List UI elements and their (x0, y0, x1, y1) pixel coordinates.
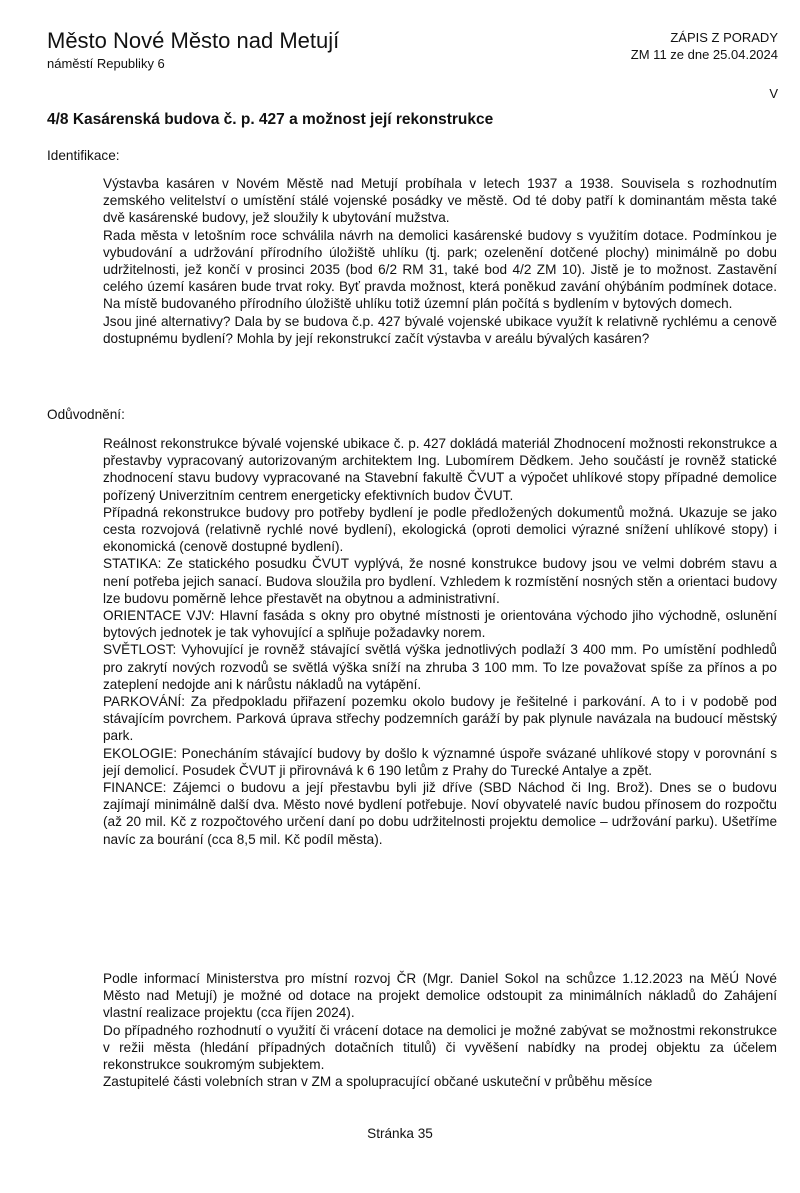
paragraph: Do případného rozhodnutí o využití či vrácení dotace na demolici je možné zabývat se možnostmi rekonstrukce v režii města (hledání případných dotačních titulů) či vyvěšení nabídky na prodej objektu za účelem rekonstrukce soukromým subjektem. (103, 1022, 777, 1073)
paragraph: Podle informací Ministerstva pro místní rozvoj ČR (Mgr. Daniel Sokol na schůzce 1.12.2023 na MěÚ Nové Město nad Metují) je možné od dotace na projekt demolice odstoupit za minimálních nákladů do Zahájení vlastní realizace projektu (cca říjen 2024). (103, 971, 777, 1021)
paragraph: Zastupitelé části volebních stran v ZM a spolupracující občané uskuteční v průběhu měsíce (103, 1074, 653, 1090)
organization-name: Město Nové Město nad Metují (47, 28, 340, 53)
closing-text (103, 970, 777, 1090)
paragraph: Výstavba kasáren v Novém Městě nad Metují probíhala v letech 1937 a 1938. Souvisela s rozhodnutím zemského velitelství o umístění stálé vojenské posádky ve městě. Od té doby patří k dominantám města také dvě kasárenské budovy, jež sloužily k ubytování mužstva. (103, 176, 777, 226)
section-label-identification: Identifikace: (47, 148, 120, 163)
paragraph: Případná rekonstrukce budovy pro potřeby bydlení je podle předložených dokumentů možná. Ukazuje se jako cesta rozvojová (relativně rychlé nové bydlení), ekologická (oproti demolici výrazné snížení uhlíkové stopy) i ekonomická (cenově dostupné bydlení). (103, 504, 777, 555)
roman-numeral: V (769, 86, 778, 101)
paragraph-ekologie: EKOLOGIE: Ponecháním stávající budovy by došlo k významné úspoře svázané uhlíkové stopy v porovnání s její demolicí. Posudek ČVUT ji přirovnává k 6 190 letům z Prahy do Turecké Antalye a zpět. (103, 745, 777, 778)
paragraph-orientace: ORIENTACE VJV: Hlavní fasáda s okny pro obytné místnosti je orientována východo jiho východně, oslunění bytových jednotek je tak vyhovující a splňuje požadavky norem. (103, 608, 777, 641)
paragraph-parkovani: PARKOVÁNÍ: Za předpokladu přiřazení pozemku okolo budovy je řešitelné i parkování. A to i v podobě pod stávajícím povrchem. Parková úprava střechy podzemních garáží by pak plynule navázala na budoucí městský park. (103, 694, 777, 744)
document-type: ZÁPIS Z PORADY (670, 30, 778, 45)
agenda-item-title: 4/8 Kasárenská budova č. p. 427 a možnost její rekonstrukce (47, 111, 494, 128)
paragraph-statika: STATIKA: Ze statického posudku ČVUT vyplývá, že nosné konstrukce budovy jsou ve velmi dobrém stavu a není potřeba jejich sanací. Budova sloužila pro bydlení. Vzhledem k rozmístění nosných stěn a orientaci budovy lze budovu poměrně lehce přestavět na obytnou a administrativní. (103, 556, 777, 606)
paragraph: Rada města v letošním roce schválila návrh na demolici kasárenské budovy s využitím dotace. Podmínkou je vybudování a udržování přírodního úložiště uhlíku (tj. park; ozelenění dotčené plochy) minimálně po dobu udržitelnosti, jež končí v prosinci 2035 (bod 6/2 RM 31, také bod 4/2 ZM 10). Jistě je to možnost. Zastavění celého území kasáren bude trvat roky. Byť pravda možnost, která poněkud zavání ohýbáním podmínek dotace. Na místě budovaného přírodního úložiště uhlíku totiž územní plán počítá s bydlením v bytových domech. (103, 227, 777, 312)
organization-address: náměstí Republiky 6 (47, 56, 165, 71)
paragraph: Reálnost rekonstrukce bývalé vojenské ubikace č. p. 427 dokládá materiál Zhodnocení možnosti rekonstrukce a přestavby vypracovaný autorizovaným architektem Ing. Lubomírem Dědkem. Jeho součástí je rovněž statické zhodnocení stavu budovy vypracované na Stavební fakultě ČVUT a výpočet uhlíkové stopy případné demolice pořízený Univerzitním centrem energeticky efektivních budov ČVUT. (103, 436, 777, 503)
justification-text (103, 435, 777, 848)
document-reference: ZM 11 ze dne 25.04.2024 (630, 47, 778, 62)
section-label-justification: Odůvodnění: (47, 407, 125, 422)
document-meta (631, 29, 778, 63)
paragraph: Jsou jiné alternativy? Dala by se budova č.p. 427 bývalé vojenské ubikace využít k relativně rychlému a cenově dostupnému bydlení? Mohla by její rekonstrukcí začít výstavba v areálu bývalých kasáren? (103, 313, 777, 346)
paragraph-finance: FINANCE: Zájemci o budovu a její přestavbu byli již dříve (SBD Náchod či Ing. Brož). Dnes se o budovu zajímají minimálně další dva. Město nové bydlení potřebuje. Noví obyvatelé navíc budou přínosem do rozpočtu (až 20 mil. Kč z rozpočtového určení daní po dobu udržitelnosti projektu demolice – udržování parku). Ušetříme navíc za bourání (cca 8,5 mil. Kč podíl města). (103, 780, 777, 847)
paragraph-svetlost: SVĚTLOST: Vyhovující je rovněž stávající světlá výška jednotlivých podlaží 3 400 mm. Po umístění podhledů pro zakrytí nových rozvodů se světlá výška sníží na zhruba 3 100 mm. To lze považovat spíše za přínos a po zateplení nedojde ani k nárůstu nákladů na vytápění. (103, 642, 777, 692)
page-number: Stránka 35 (367, 1126, 433, 1141)
identification-text (103, 175, 777, 347)
